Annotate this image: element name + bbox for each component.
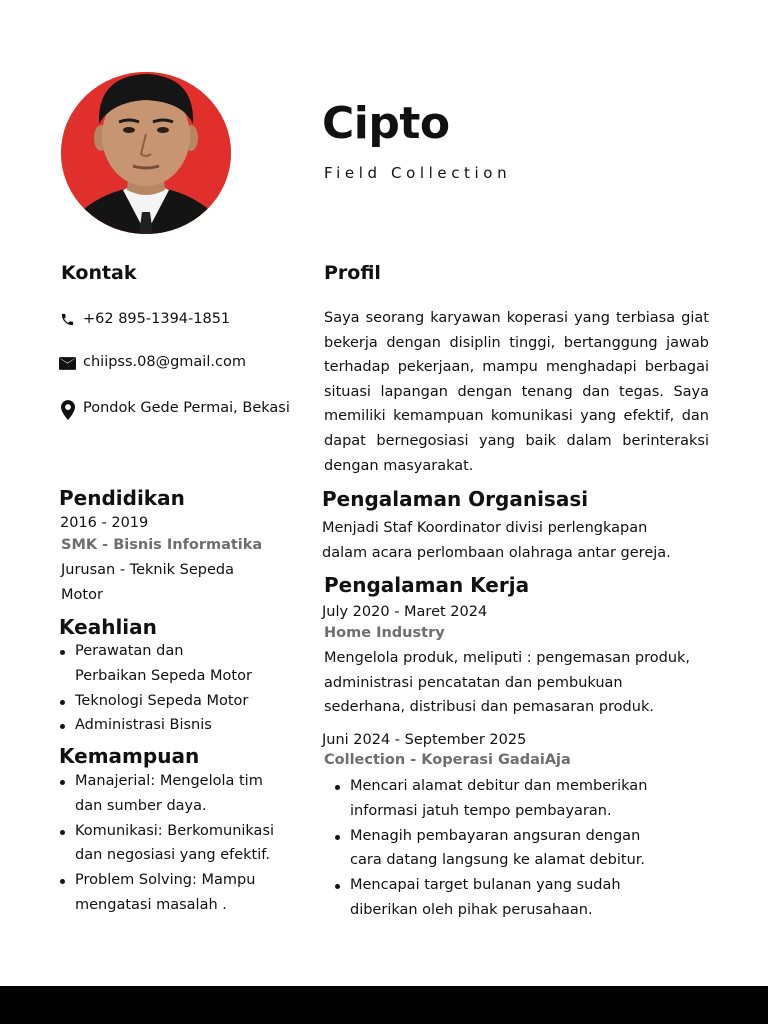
skill-line: Perawatan dan — [75, 643, 184, 659]
duty-line: informasi jatuh tempo pembayaran. — [350, 802, 612, 819]
phone-icon — [60, 312, 75, 327]
education-school: SMK - Bisnis Informatika — [61, 537, 263, 553]
abilities-heading: Kemampuan — [59, 744, 200, 768]
profile-text: Saya seorang karyawan koperasi yang terbiasa giat bekerja dengan disiplin tinggi, bertanggung jawab terhadap pekerjaan, mampu menghadapi berbagai situasi lapangan dengan tenang dan tegas. Saya memiliki kemampuan komunikasi yang efektif, dan dapat bernegosiasi yang baik dalam berinteraksi dengan masyarakat. — [324, 310, 709, 474]
list-item — [60, 689, 252, 714]
list-item — [60, 819, 274, 869]
job-company: Collection - Koperasi GadaiAja — [324, 752, 571, 768]
address: Pondok Gede Permai, Bekasi — [83, 400, 290, 416]
education-major — [61, 558, 234, 607]
duty-line: Mencari alamat debitur dan memberikan — [350, 778, 648, 794]
job-title: Field Collection — [324, 164, 512, 182]
skill-line: Teknologi Sepeda Motor — [75, 692, 249, 709]
organization-line: Menjadi Staf Koordinator divisi perlengkapan — [322, 520, 648, 536]
job-description-line: administrasi pencatatan dan pembukuan — [324, 674, 623, 691]
list-item — [335, 824, 647, 874]
education-years: 2016 - 2019 — [60, 515, 149, 531]
education-heading: Pendidikan — [59, 486, 185, 510]
email-address: chiipss.08@gmail.com — [83, 354, 246, 370]
education-major-line: Jurusan - Teknik Sepeda — [61, 562, 234, 578]
profile-photo — [61, 72, 231, 234]
list-item — [335, 873, 647, 923]
skill-line: Perbaikan Sepeda Motor — [75, 667, 252, 684]
profile-heading: Profil — [324, 262, 381, 284]
organization-text — [322, 516, 671, 565]
list-item — [60, 639, 252, 689]
job-duties-list — [335, 774, 647, 923]
list-item — [60, 713, 252, 738]
job-description-line: Mengelola produk, meliputi : pengemasan produk, — [324, 650, 691, 666]
ability-line: Komunikasi: Berkomunikasi — [75, 822, 275, 839]
ability-line: dan negosiasi yang efektif. — [75, 847, 270, 864]
person-name: Cipto — [322, 98, 450, 149]
ability-line: Problem Solving: Mampu — [75, 872, 256, 889]
job-period: Juni 2024 - September 2025 — [322, 732, 527, 748]
duty-line: Mencapai target bulanan yang sudah — [350, 877, 621, 894]
skills-list — [60, 639, 252, 738]
location-pin-icon — [61, 400, 75, 420]
skills-heading: Keahlian — [59, 615, 157, 639]
duty-line: Menagih pembayaran angsuran dengan — [350, 827, 641, 844]
organization-heading: Pengalaman Organisasi — [322, 487, 589, 511]
job-company: Home Industry — [324, 625, 445, 641]
job-period: July 2020 - Maret 2024 — [322, 604, 488, 620]
duty-line: cara datang langsung ke alamat debitur. — [350, 852, 646, 869]
education-major-line: Motor — [61, 586, 103, 603]
contact-heading: Kontak — [61, 262, 137, 284]
ability-line: mengatasi masalah . — [75, 896, 227, 913]
work-heading: Pengalaman Kerja — [324, 573, 530, 597]
duty-line: diberikan oleh pihak perusahaan. — [350, 901, 593, 918]
footer-bar — [0, 986, 768, 1024]
email-icon — [59, 357, 76, 370]
job-description — [324, 646, 690, 720]
organization-line: dalam acara perlombaan olahraga antar gereja. — [322, 544, 671, 561]
abilities-list — [60, 769, 274, 918]
ability-line: dan sumber daya. — [75, 797, 207, 814]
list-item — [60, 868, 274, 918]
ability-line: Manajerial: Mengelola tim — [75, 773, 263, 789]
phone-number: +62 895-1394-1851 — [83, 311, 231, 327]
list-item — [335, 774, 647, 824]
skill-line: Administrasi Bisnis — [75, 717, 212, 734]
portrait-illustration — [61, 72, 231, 234]
list-item — [60, 769, 274, 819]
job-description-line: sederhana, distribusi dan pemasaran produk. — [324, 699, 654, 715]
